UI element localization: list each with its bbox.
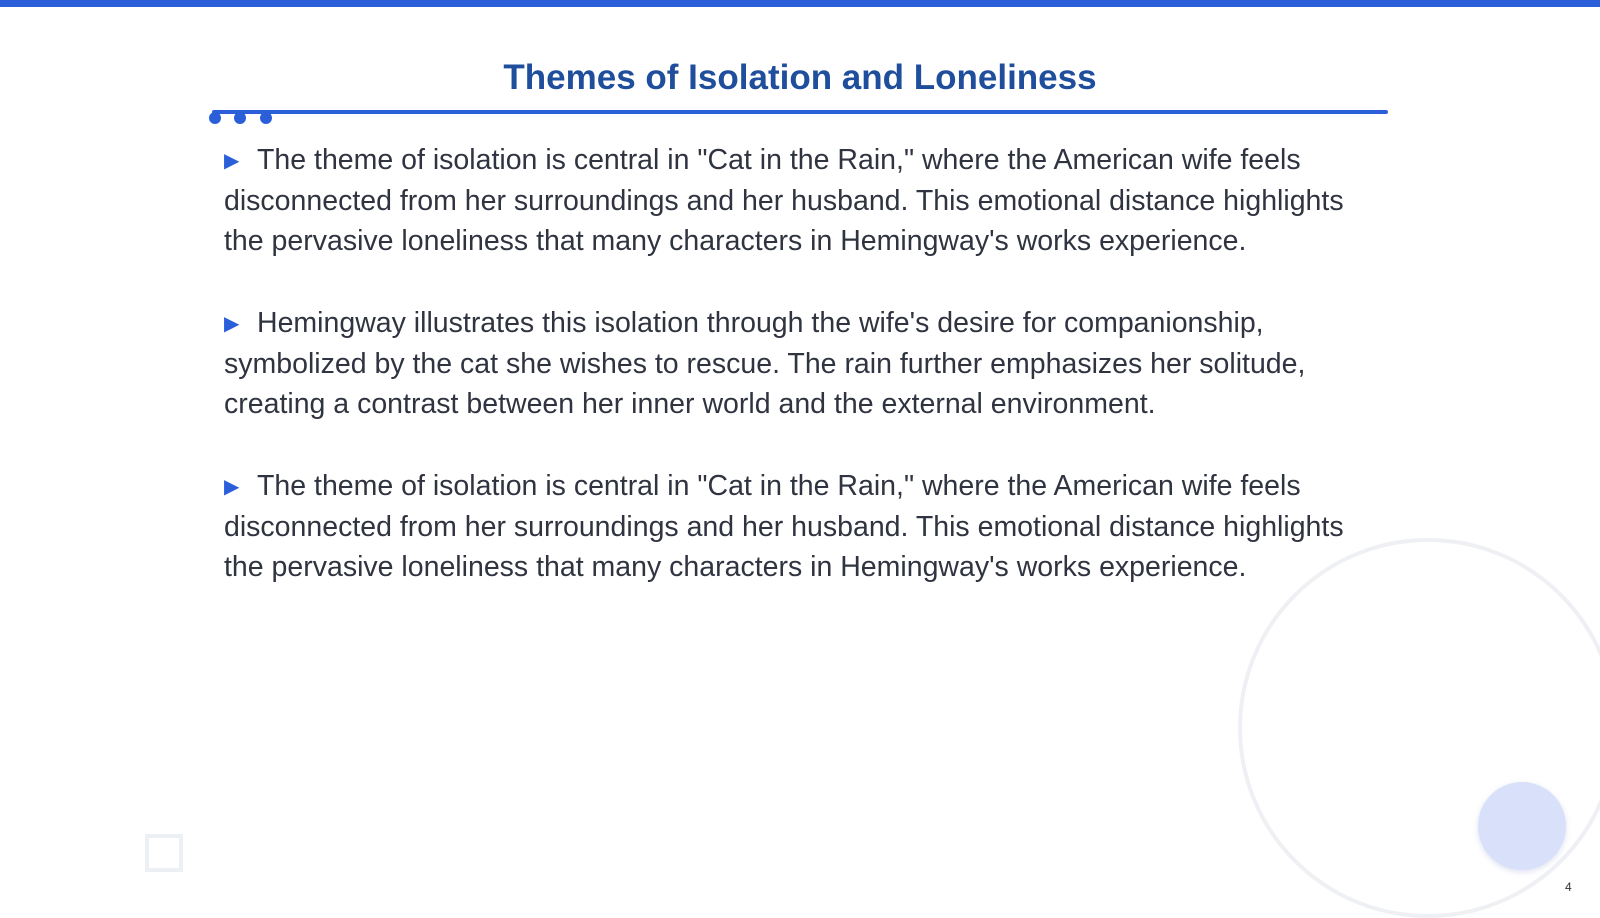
title-underline [212, 110, 1388, 114]
underline-dot [209, 112, 221, 124]
triangle-right-icon: ▶ [224, 150, 240, 172]
underline-dot [234, 112, 246, 124]
bullet-text: Hemingway illustrates this isolation through the wife's desire for companionship, symbolized by the cat she wishes to rescue. The rain further emphasizes her solitude, creating a contrast between her inner world and the external environment. [224, 307, 1306, 420]
triangle-right-icon: ▶ [224, 476, 240, 498]
bullet-item [224, 303, 1374, 424]
bullet-text: The theme of isolation is central in "Cat in the Rain," where the American wife feels disconnected from her surroundings and her husband. This emotional distance highlights the pervasive loneliness that many characters in Hemingway's works experience. [224, 144, 1344, 257]
bullet-item [224, 466, 1374, 587]
slide-title: Themes of Isolation and Loneliness [503, 58, 1097, 97]
page-number: 4 [1565, 880, 1572, 894]
bullet-item [224, 140, 1374, 261]
triangle-right-icon: ▶ [224, 313, 240, 335]
bullet-list [224, 140, 1374, 629]
top-accent-bar [0, 0, 1600, 7]
decorative-square [145, 834, 183, 872]
decorative-circle [1478, 782, 1566, 870]
bullet-text: The theme of isolation is central in "Cat in the Rain," where the American wife feels disconnected from her surroundings and her husband. This emotional distance highlights the pervasive loneliness that many characters in Hemingway's works experience. [224, 470, 1344, 583]
underline-dot [260, 112, 272, 124]
